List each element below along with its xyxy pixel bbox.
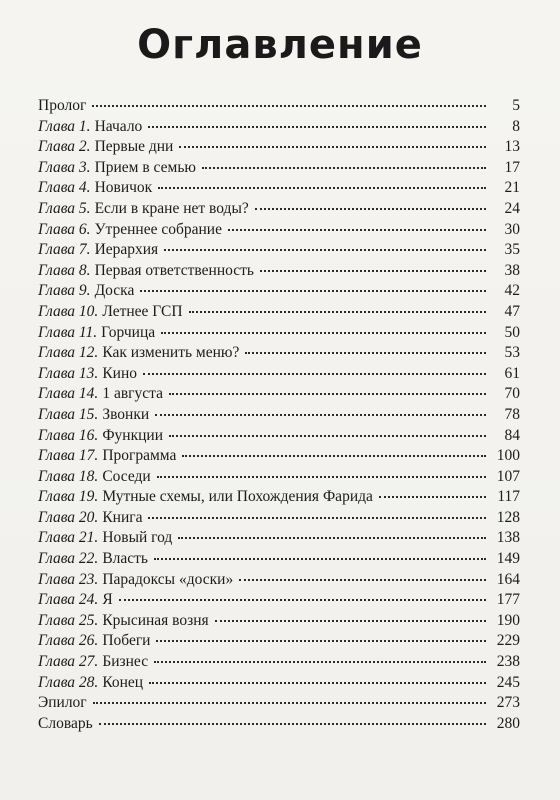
chapter-label: Глава 16.: [38, 426, 99, 444]
toc-entry: [38, 199, 520, 220]
dot-leader: [169, 393, 486, 395]
chapter-label: Глава 14.: [38, 385, 99, 403]
chapter-label: Глава 28.: [38, 673, 99, 691]
entry-title: Побеги: [102, 632, 151, 650]
entry-title: Иерархия: [94, 241, 159, 259]
page-number: 190: [496, 611, 520, 629]
entry-title: Крысиная возня: [102, 611, 209, 629]
chapter-label: Глава 21.: [38, 529, 99, 547]
toc-entry: [38, 384, 520, 405]
entry-title: Доска: [94, 282, 135, 300]
entry-title: Бизнес: [102, 653, 149, 671]
chapter-label: Глава 10.: [38, 302, 99, 320]
toc-entry: [38, 528, 520, 549]
page-number: 8: [512, 117, 520, 135]
toc-entry: [38, 323, 520, 344]
page-number: 30: [504, 220, 520, 238]
chapter-label: Глава 3.: [38, 158, 91, 176]
toc-entry: [38, 549, 520, 570]
dot-leader: [228, 229, 486, 231]
dot-leader: [158, 187, 486, 189]
entry-title: Горчица: [101, 323, 156, 341]
toc-entry: [38, 240, 520, 261]
entry-title: Первая ответственность: [94, 261, 254, 279]
page-number: 117: [497, 488, 520, 506]
page-number: 138: [496, 529, 520, 547]
page-number: 70: [504, 385, 520, 403]
chapter-label: Глава 22.: [38, 550, 99, 568]
entry-title: Как изменить меню?: [102, 344, 240, 362]
table-of-contents: [38, 96, 520, 734]
chapter-label: Глава 7.: [38, 241, 91, 259]
toc-entry: [38, 508, 520, 529]
toc-entry: [38, 652, 520, 673]
page-number: 42: [504, 282, 520, 300]
entry-title: Новичок: [94, 179, 153, 197]
page-title: Оглавление: [137, 22, 423, 68]
entry-title: Книга: [102, 508, 143, 526]
toc-entry: [38, 137, 520, 158]
toc-entry: [38, 570, 520, 591]
chapter-label: Глава 12.: [38, 344, 99, 362]
entry-title: Звонки: [102, 405, 150, 423]
chapter-label: Глава 15.: [38, 405, 99, 423]
toc-entry: [38, 693, 520, 714]
page-number: 5: [512, 97, 520, 114]
chapter-label: Глава 27.: [38, 653, 99, 671]
dot-leader: [215, 620, 486, 622]
toc-entry: [38, 446, 520, 467]
entry-title: Мутные схемы, или Похождения Фарида: [102, 488, 373, 506]
chapter-label: Глава 2.: [38, 138, 91, 156]
entry-title: Если в кране нет воды?: [94, 199, 249, 217]
entry-title: Программа: [102, 447, 177, 465]
dot-leader: [182, 455, 486, 457]
page-number: 238: [496, 653, 520, 671]
entry-title: Парадоксы «доски»: [102, 570, 234, 588]
dot-leader: [157, 476, 486, 478]
page-number: 24: [504, 199, 520, 217]
dot-leader: [148, 517, 486, 519]
page-number: 35: [504, 241, 520, 259]
chapter-label: Глава 11.: [38, 323, 98, 341]
dot-leader: [161, 332, 486, 334]
entry-title: Начало: [94, 117, 143, 135]
toc-entry: [38, 714, 520, 735]
chapter-label: Глава 17.: [38, 447, 99, 465]
dot-leader: [99, 723, 486, 725]
entry-title: Словарь: [38, 714, 93, 732]
dot-leader: [155, 414, 486, 416]
dot-leader: [239, 579, 486, 581]
page-number: 53: [504, 344, 520, 362]
dot-leader: [179, 146, 486, 148]
page-number: 78: [504, 405, 520, 423]
chapter-label: Глава 1.: [38, 117, 91, 135]
page-number: 61: [504, 364, 520, 382]
dot-leader: [164, 249, 486, 251]
toc-entry: [38, 158, 520, 179]
toc-entry: [38, 96, 520, 117]
entry-title: Власть: [102, 550, 148, 568]
toc-entry: [38, 302, 520, 323]
page-number: 84: [504, 426, 520, 444]
entry-title: Прием в семью: [94, 158, 196, 176]
chapter-label: Глава 23.: [38, 570, 99, 588]
page-number: 128: [496, 508, 520, 526]
page-number: 100: [496, 447, 520, 465]
page-number: 47: [504, 302, 520, 320]
toc-entry: [38, 117, 520, 138]
dot-leader: [178, 537, 486, 539]
dot-leader: [92, 105, 486, 107]
page-number: 273: [496, 694, 520, 712]
dot-leader: [255, 208, 486, 210]
toc-entry: [38, 261, 520, 282]
toc-entry: [38, 178, 520, 199]
toc-entry: [38, 673, 520, 694]
toc-entry: [38, 220, 520, 241]
chapter-label: Глава 8.: [38, 261, 91, 279]
toc-entry: [38, 343, 520, 364]
dot-leader: [379, 496, 486, 498]
chapter-label: Глава 13.: [38, 364, 99, 382]
page-number: 229: [496, 632, 520, 650]
dot-leader: [260, 270, 486, 272]
dot-leader: [169, 435, 486, 437]
chapter-label: Глава 5.: [38, 199, 91, 217]
entry-title: Утреннее собрание: [94, 220, 222, 238]
toc-entry: [38, 426, 520, 447]
toc-entry: [38, 281, 520, 302]
dot-leader: [148, 126, 486, 128]
dot-leader: [149, 682, 486, 684]
dot-leader: [93, 702, 486, 704]
chapter-label: Глава 25.: [38, 611, 99, 629]
page-number: 164: [496, 570, 520, 588]
chapter-label: Глава 20.: [38, 508, 99, 526]
chapter-label: Глава 9.: [38, 282, 91, 300]
entry-title: Конец: [102, 673, 144, 691]
dot-leader: [119, 599, 486, 601]
page-number: 17: [504, 158, 520, 176]
dot-leader: [143, 373, 486, 375]
toc-entry: [38, 590, 520, 611]
page-number: 177: [496, 591, 520, 609]
page-number: 50: [504, 323, 520, 341]
chapter-label: Глава 26.: [38, 632, 99, 650]
dot-leader: [245, 352, 486, 354]
dot-leader: [189, 311, 486, 313]
entry-title: Пролог: [38, 97, 87, 114]
chapter-label: Глава 24.: [38, 591, 99, 609]
page-number: 21: [504, 179, 520, 197]
entry-title: 1 августа: [102, 385, 163, 403]
entry-title: Первые дни: [94, 138, 174, 156]
toc-entry: [38, 405, 520, 426]
page-number: 107: [496, 467, 520, 485]
chapter-label: Глава 6.: [38, 220, 91, 238]
toc-entry: [38, 467, 520, 488]
page-number: 280: [496, 714, 520, 732]
toc-entry: [38, 364, 520, 385]
dot-leader: [202, 167, 486, 169]
entry-title: Новый год: [102, 529, 173, 547]
dot-leader: [154, 558, 486, 560]
entry-title: Функции: [102, 426, 164, 444]
dot-leader: [156, 640, 486, 642]
page-number: 38: [504, 261, 520, 279]
chapter-label: Глава 18.: [38, 467, 99, 485]
page-number: 149: [496, 550, 520, 568]
entry-title: Эпилог: [38, 694, 87, 712]
entry-title: Летнее ГСП: [102, 302, 183, 320]
chapter-label: Глава 4.: [38, 179, 91, 197]
dot-leader: [140, 290, 486, 292]
entry-title: Соседи: [102, 467, 151, 485]
chapter-label: Глава 19.: [38, 488, 99, 506]
toc-entry: [38, 611, 520, 632]
page-number: 245: [496, 673, 520, 691]
entry-title: Кино: [102, 364, 137, 382]
toc-entry: [38, 487, 520, 508]
page-number: 13: [504, 138, 520, 156]
entry-title: Я: [102, 591, 113, 609]
dot-leader: [154, 661, 486, 663]
toc-entry: [38, 631, 520, 652]
